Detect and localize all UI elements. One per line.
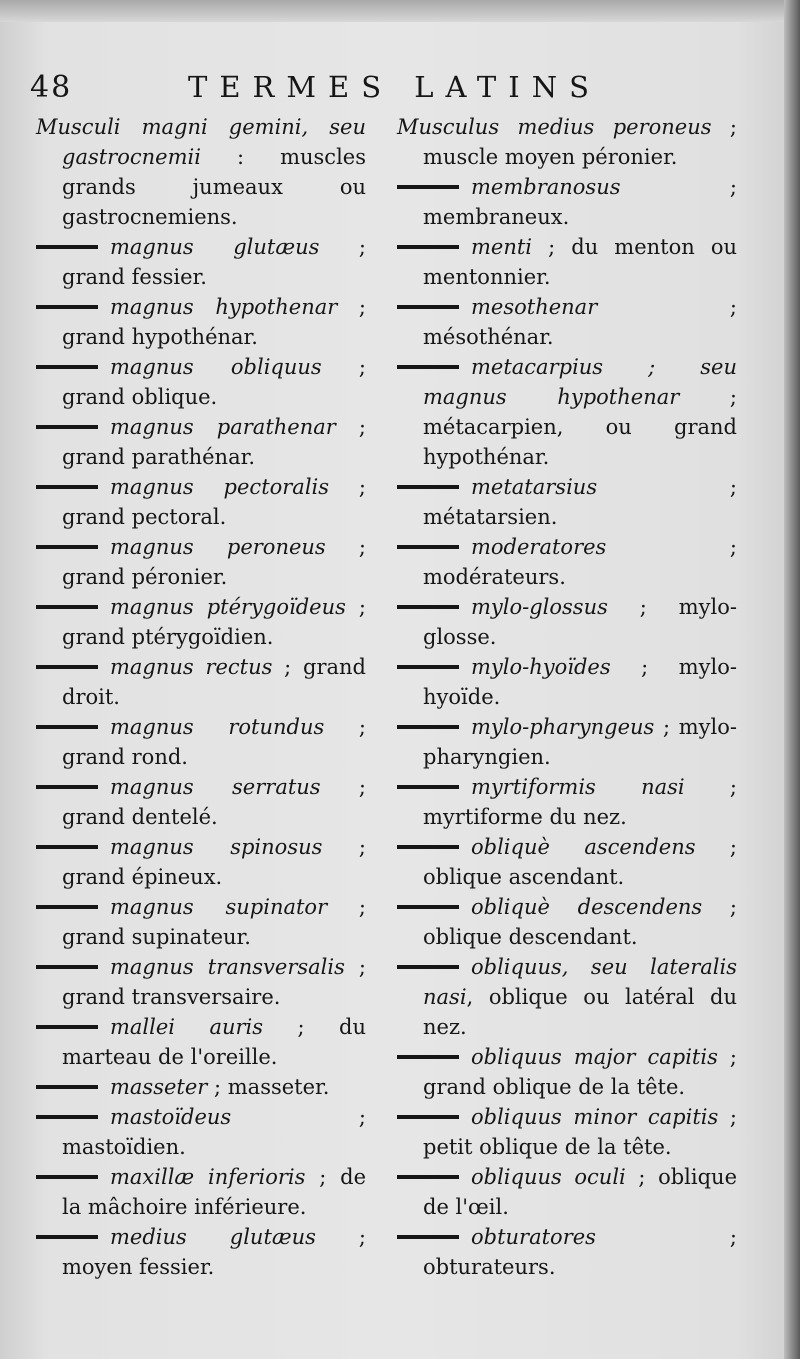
dictionary-entry (36, 472, 366, 532)
french-translation: masseter. (227, 1075, 330, 1099)
french-translation: du menton ou mentonnier. (423, 235, 737, 289)
latin-term: menti (471, 235, 533, 259)
latin-term: obliquus oculi (471, 1165, 626, 1189)
ditto-dash (36, 845, 98, 849)
separator: ; (695, 835, 737, 859)
latin-term: obliquus minor capitis (471, 1105, 719, 1129)
french-translation: oblique de l'œil. (423, 1165, 737, 1219)
separator: ; (321, 355, 366, 379)
latin-term: obliquè ascendens (471, 835, 696, 859)
dictionary-entry (36, 952, 366, 1012)
ditto-dash (397, 845, 459, 849)
dictionary-entry (397, 1162, 737, 1222)
separator: : (200, 145, 281, 169)
dictionary-entry (397, 172, 737, 232)
separator: ; (684, 775, 737, 799)
french-translation: mastoïdien. (62, 1135, 186, 1159)
dictionary-entry (397, 1102, 737, 1162)
latin-term: magnus pectoralis (110, 475, 330, 499)
dictionary-entry (397, 592, 737, 652)
ditto-dash (36, 905, 98, 909)
french-translation: grand péronier. (62, 565, 228, 589)
separator: ; (207, 1075, 228, 1099)
french-translation: grand ptérygoïdien. (62, 625, 274, 649)
latin-term: magnus ptérygoïdeus (110, 595, 346, 619)
french-translation: grand oblique de la tête. (423, 1075, 686, 1099)
ditto-dash (397, 965, 459, 969)
ditto-dash (36, 425, 98, 429)
french-translation: myrtiforme du nez. (423, 805, 627, 829)
ditto-dash (36, 545, 98, 549)
ditto-dash (397, 545, 459, 549)
separator: ; (263, 1015, 340, 1039)
french-translation: grand parathénar. (62, 445, 256, 469)
latin-term: magnus obliquus (110, 355, 322, 379)
separator: ; (654, 715, 679, 739)
latin-term: obturatores (471, 1225, 596, 1249)
separator: ; (679, 385, 737, 409)
ditto-dash (397, 1175, 459, 1179)
dictionary-entry (397, 952, 737, 1042)
dictionary-entry (36, 892, 366, 952)
separator: ; (329, 475, 366, 499)
latin-term: metacarpius ; seu magnus hypothenar (423, 355, 737, 409)
separator: ; (335, 415, 366, 439)
running-head: TERMES LATINS (188, 70, 601, 104)
latin-term: membranosus (471, 175, 621, 199)
page-number: 48 (30, 70, 73, 105)
dictionary-entry (36, 232, 366, 292)
ditto-dash (36, 1115, 98, 1119)
french-translation: grand fessier. (62, 265, 207, 289)
dictionary-entry (36, 352, 366, 412)
french-translation: muscle moyen péronier. (423, 145, 678, 169)
page-binding-shadow (784, 0, 800, 1359)
ditto-dash (36, 1025, 98, 1029)
dictionary-entry (397, 892, 737, 952)
separator: ; (597, 475, 737, 499)
separator: ; (620, 175, 737, 199)
french-translation: grand oblique. (62, 385, 218, 409)
separator: ; (322, 835, 366, 859)
french-translation: oblique ascendant. (423, 865, 625, 889)
latin-term: mallei auris (110, 1015, 264, 1039)
separator: ; (606, 535, 737, 559)
ditto-dash (397, 905, 459, 909)
ditto-dash (397, 1115, 459, 1119)
ditto-dash (397, 365, 459, 369)
ditto-dash (36, 665, 98, 669)
french-translation: mylo-hyoïde. (423, 655, 737, 709)
latin-term: Musculi magni gemini, seu gastrocnemii (36, 115, 366, 169)
latin-term: magnus transversalis (110, 955, 345, 979)
dictionary-entry (36, 532, 366, 592)
french-translation: oblique descendant. (423, 925, 638, 949)
separator: ; (305, 1165, 341, 1189)
french-translation: métacarpien, ou grand hypothénar. (423, 415, 737, 469)
ditto-dash (36, 1085, 98, 1089)
french-translation: grand droit. (62, 655, 366, 709)
separator: ; (272, 655, 303, 679)
dictionary-entry (36, 592, 366, 652)
separator: ; (607, 595, 679, 619)
latin-term: masseter (110, 1075, 208, 1099)
separator: ; (595, 1225, 737, 1249)
french-translation: grand pectoral. (62, 505, 227, 529)
dictionary-entry (36, 1162, 366, 1222)
separator: ; (597, 295, 737, 319)
latin-term: mylo-glossus (471, 595, 608, 619)
ditto-dash (36, 725, 98, 729)
separator: ; (319, 235, 366, 259)
separator: ; (327, 895, 366, 919)
ditto-dash (36, 305, 98, 309)
separator: ; (344, 955, 366, 979)
latin-term: magnus rotundus (110, 715, 325, 739)
dictionary-entry (397, 352, 737, 472)
dictionary-entry (36, 112, 366, 232)
ditto-dash (36, 605, 98, 609)
separator: ; (532, 235, 572, 259)
page-top-shadow (0, 0, 800, 22)
french-translation: grand supinateur. (62, 925, 251, 949)
dictionary-entry (36, 772, 366, 832)
latin-term: mylo-hyoïdes (471, 655, 611, 679)
separator: ; (610, 655, 679, 679)
latin-term: moderatores (471, 535, 607, 559)
french-translation: grand dentelé. (62, 805, 218, 829)
dictionary-entry (36, 1102, 366, 1162)
latin-term: obliquus major capitis (471, 1045, 718, 1069)
ditto-dash (397, 245, 459, 249)
ditto-dash (397, 485, 459, 489)
french-translation: grand hypothénar. (62, 325, 258, 349)
page-header (30, 70, 770, 110)
dictionary-entry (397, 772, 737, 832)
dictionary-entry (36, 292, 366, 352)
latin-term: medius glutæus (110, 1225, 316, 1249)
latin-term: Musculus medius peroneus (397, 115, 712, 139)
dictionary-entry (397, 292, 737, 352)
left-column (36, 112, 366, 1282)
french-translation: grand rond. (62, 745, 188, 769)
ditto-dash (36, 785, 98, 789)
french-translation: mylo-pharyngien. (423, 715, 737, 769)
separator: ; (345, 595, 366, 619)
dictionary-entry (36, 652, 366, 712)
latin-term: obliquè descendens (471, 895, 703, 919)
right-column (397, 112, 737, 1282)
latin-term: myrtiformis nasi (471, 775, 685, 799)
french-translation: mésothénar. (423, 325, 554, 349)
french-translation: muscles grands jumeaux ou gastrocnemiens. (62, 145, 366, 229)
french-translation: membraneux. (423, 205, 570, 229)
dictionary-entry (36, 412, 366, 472)
french-translation: moyen fessier. (62, 1255, 215, 1279)
ditto-dash (397, 665, 459, 669)
ditto-dash (36, 365, 98, 369)
separator: ; (718, 1105, 737, 1129)
ditto-dash (397, 785, 459, 789)
dictionary-entry (36, 1222, 366, 1282)
latin-term: magnus rectus (110, 655, 273, 679)
french-translation: métatarsien. (423, 505, 558, 529)
separator: ; (315, 1225, 366, 1249)
french-translation: du marteau de l'oreille. (62, 1015, 366, 1069)
ditto-dash (397, 185, 459, 189)
latin-term: maxillæ inferioris (110, 1165, 306, 1189)
dictionary-entry (397, 652, 737, 712)
latin-term: magnus glutæus (110, 235, 320, 259)
french-translation: grand transversaire. (62, 985, 281, 1009)
separator: ; (320, 775, 366, 799)
separator: ; (325, 535, 366, 559)
separator: ; (337, 295, 366, 319)
latin-term: magnus parathenar (110, 415, 336, 439)
dictionary-entry (397, 232, 737, 292)
separator: ; (711, 115, 737, 139)
latin-term: mesothenar (471, 295, 598, 319)
ditto-dash (36, 245, 98, 249)
separator: ; (717, 1045, 737, 1069)
french-translation: modérateurs. (423, 565, 566, 589)
ditto-dash (397, 305, 459, 309)
latin-term: obliquus, seu lateralis nasi (423, 955, 737, 1009)
latin-term: metatarsius (471, 475, 598, 499)
french-translation: de la mâchoire inférieure. (62, 1165, 366, 1219)
dictionary-entry (397, 832, 737, 892)
french-translation: obturateurs. (423, 1255, 556, 1279)
latin-term: magnus peroneus (110, 535, 326, 559)
dictionary-entry (397, 1222, 737, 1282)
separator: ; (702, 895, 737, 919)
dictionary-entry (397, 112, 737, 172)
ditto-dash (397, 1055, 459, 1059)
latin-term: magnus serratus (110, 775, 321, 799)
latin-term: magnus supinator (110, 895, 328, 919)
french-translation: mylo-glosse. (423, 595, 737, 649)
dictionary-entry (36, 712, 366, 772)
separator: ; (324, 715, 366, 739)
latin-term: mylo-pharyngeus (471, 715, 655, 739)
ditto-dash (36, 1175, 98, 1179)
french-translation: oblique ou latéral du nez. (423, 985, 737, 1039)
dictionary-entry (397, 712, 737, 772)
latin-term: mastoïdeus (110, 1105, 232, 1129)
dictionary-entry (397, 472, 737, 532)
separator: ; (625, 1165, 659, 1189)
ditto-dash (36, 1235, 98, 1239)
ditto-dash (36, 965, 98, 969)
dictionary-entry (397, 1042, 737, 1102)
ditto-dash (397, 1235, 459, 1239)
dictionary-entry (36, 832, 366, 892)
french-translation: petit oblique de la tête. (423, 1135, 672, 1159)
ditto-dash (397, 725, 459, 729)
dictionary-entry (397, 532, 737, 592)
dictionary-entry (36, 1072, 366, 1102)
ditto-dash (36, 485, 98, 489)
latin-term: magnus spinosus (110, 835, 323, 859)
separator: , (466, 985, 489, 1009)
french-translation: grand épineux. (62, 865, 223, 889)
separator: ; (231, 1105, 366, 1129)
latin-term: magnus hypothenar (110, 295, 338, 319)
dictionary-entry (36, 1012, 366, 1072)
ditto-dash (397, 605, 459, 609)
